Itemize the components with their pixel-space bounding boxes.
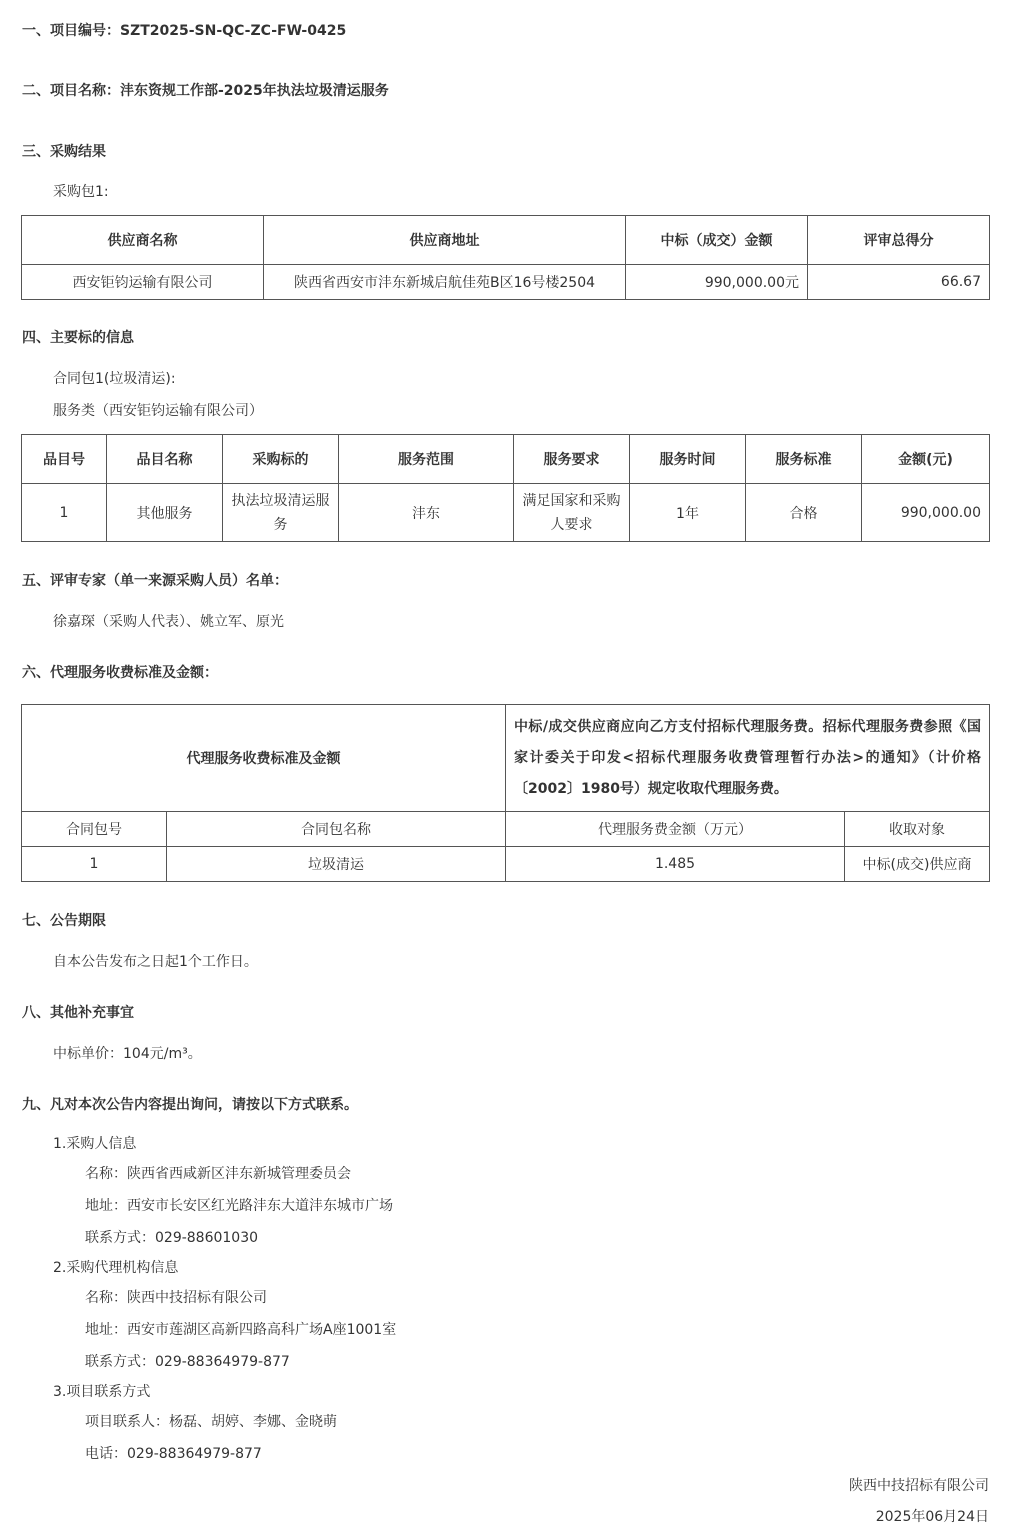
table-row [22, 847, 990, 882]
bid-amount: 990,000.00元 [626, 265, 808, 300]
item-header: 采购标的 [223, 435, 339, 484]
fee-table [21, 704, 990, 882]
section-project-name: 二、项目名称：沣东资规工作部-2025年执法垃圾清运服务 [22, 83, 389, 99]
buyer-phone: 联系方式：029-88601030 [85, 1230, 259, 1246]
agent-address: 地址：西安市莲湖区高新四路高科广场A座1001室 [85, 1322, 397, 1338]
project-contacts: 项目联系人：杨磊、胡婷、李娜、金晓萌 [85, 1414, 337, 1430]
section-experts: 五、评审专家（单一来源采购人员）名单： [22, 573, 288, 589]
fee-header: 合同包号 [22, 812, 167, 847]
buyer-name: 名称：陕西省西咸新区沣东新城管理委员会 [85, 1166, 351, 1182]
contract-package: 合同包1(垃圾清运): [53, 371, 176, 387]
agent-phone: 联系方式：029-88364979-877 [85, 1354, 290, 1370]
item-header: 服务要求 [514, 435, 630, 484]
fee-package-name: 垃圾清运 [167, 847, 506, 882]
item-time: 1年 [630, 484, 746, 542]
section-notice-period: 七、公告期限 [22, 913, 106, 929]
item-header: 品目号 [22, 435, 107, 484]
item-number: 1 [22, 484, 107, 542]
score: 66.67 [808, 265, 990, 300]
item-table [21, 434, 990, 542]
fee-header: 合同包名称 [167, 812, 506, 847]
service-type: 服务类（西安钜钧运输有限公司） [53, 403, 263, 419]
agent-info-title: 2.采购代理机构信息 [53, 1260, 179, 1276]
item-name: 其他服务 [107, 484, 223, 542]
package-label: 采购包1: [53, 184, 109, 200]
section-agency-fee: 六、代理服务收费标准及金额： [22, 665, 218, 681]
item-requirement: 满足国家和采购人要求 [514, 484, 630, 542]
item-scope: 沣东 [339, 484, 514, 542]
result-header: 供应商地址 [264, 216, 626, 265]
footer-date: 2025年06月24日 [875, 1509, 989, 1525]
result-header: 评审总得分 [808, 216, 990, 265]
project-phone: 电话：029-88364979-877 [85, 1446, 262, 1462]
fee-standard-text: 中标/成交供应商应向乙方支付招标代理服务费。招标代理服务费参照《国家计委关于印发<招标代理服务收费管理暂行办法>的通知》（计价格〔2002〕1980号）规定收取代理服务费。 [506, 705, 990, 812]
buyer-address: 地址：西安市长安区红光路沣东大道沣东城市广场 [85, 1198, 393, 1214]
section-main-info: 四、主要标的信息 [22, 330, 134, 346]
item-header: 服务范围 [339, 435, 514, 484]
result-header: 中标（成交）金额 [626, 216, 808, 265]
fee-payer: 中标(成交)供应商 [845, 847, 990, 882]
item-standard: 合格 [746, 484, 862, 542]
fee-package-number: 1 [22, 847, 167, 882]
unit-price: 中标单价：104元/m³。 [53, 1046, 202, 1062]
supplier-name: 西安钜钧运输有限公司 [22, 265, 264, 300]
buyer-info-title: 1.采购人信息 [53, 1136, 137, 1152]
item-header: 服务时间 [630, 435, 746, 484]
item-subject: 执法垃圾清运服务 [223, 484, 339, 542]
section-contact: 九、凡对本次公告内容提出询问，请按以下方式联系。 [22, 1097, 358, 1113]
item-amount: 990,000.00 [862, 484, 990, 542]
fee-standard-label: 代理服务收费标准及金额 [22, 705, 506, 812]
table-row [22, 265, 990, 300]
supplier-address: 陕西省西安市沣东新城启航佳苑B区16号楼2504 [264, 265, 626, 300]
agent-name: 名称：陕西中技招标有限公司 [85, 1290, 267, 1306]
section-project-number: 一、项目编号：SZT2025-SN-QC-ZC-FW-0425 [22, 23, 347, 39]
fee-header: 代理服务费金额（万元） [506, 812, 845, 847]
fee-amount: 1.485 [506, 847, 845, 882]
item-header: 品目名称 [107, 435, 223, 484]
footer-company: 陕西中技招标有限公司 [849, 1478, 989, 1494]
result-table [21, 215, 990, 300]
section-other-matters: 八、其他补充事宜 [22, 1005, 134, 1021]
result-header: 供应商名称 [22, 216, 264, 265]
notice-period: 自本公告发布之日起1个工作日。 [53, 954, 258, 970]
item-header: 服务标准 [746, 435, 862, 484]
project-contact-title: 3.项目联系方式 [53, 1384, 151, 1400]
item-header: 金额(元) [862, 435, 990, 484]
table-row [22, 484, 990, 542]
section-procurement-result: 三、采购结果 [22, 144, 106, 160]
fee-header: 收取对象 [845, 812, 990, 847]
experts-list: 徐嘉琛（采购人代表）、姚立军、原光 [53, 614, 284, 630]
